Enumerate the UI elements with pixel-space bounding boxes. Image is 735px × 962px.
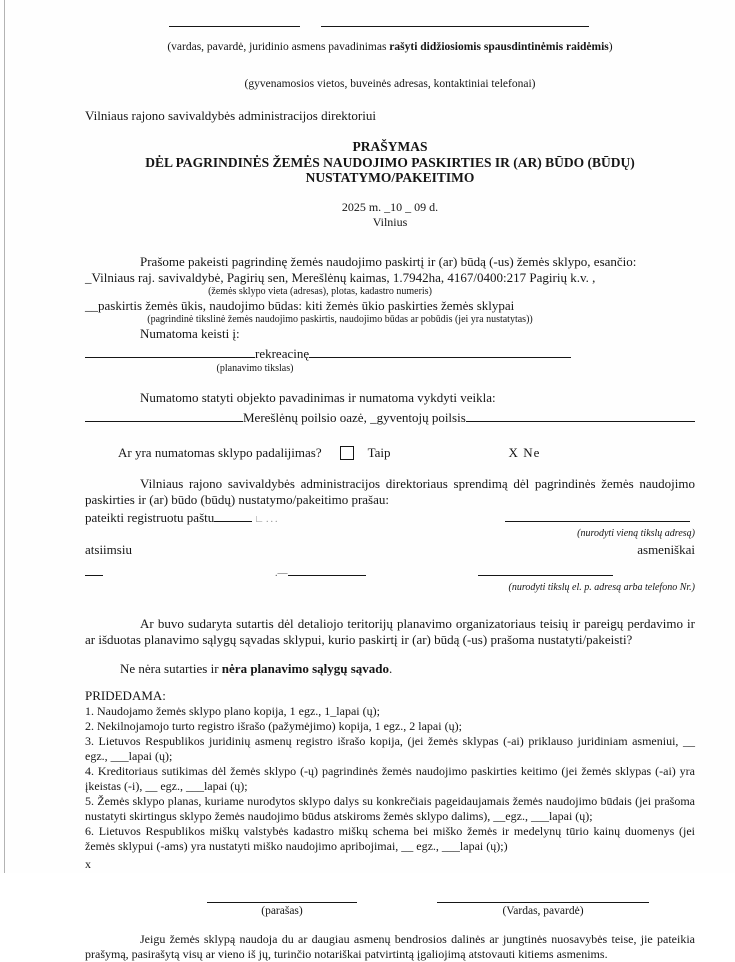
change-to-label: Numatoma keisti į: [140, 325, 240, 341]
document-city: Vilnius [372, 214, 408, 229]
planning-goal-caption: (planavimo tikslas) [216, 362, 294, 374]
current-purpose-caption: (pagrindinė tikslinė žemės naudojimo paskirtis, naudojimo būdas ar pobūdis (jei yra nustatytas)) [147, 313, 533, 325]
address-blank-line [505, 508, 690, 522]
scan-edge-line [4, 0, 5, 873]
scan-marks: .— [275, 567, 288, 579]
signature-block [85, 890, 695, 918]
mail-delivery-row [85, 508, 695, 528]
scan-marks: ∟... [254, 513, 280, 525]
document-content [85, 0, 695, 962]
pickup-label: atsiimsiu [85, 541, 132, 557]
blank-line [85, 562, 103, 576]
document-date: 2025 m. _10 _ 09 d. [341, 199, 439, 214]
document-title [85, 139, 695, 186]
attachment-item: 6. Lietuvos Respublikos miškų valstybės kadastro miškų schema bei miško žemės ir medelynų tūrio kainų duomenys (jei žemės sklypui (-ams) yra nustatyti miško naudojimo apribojimai, __ egz., ___lapai (ų);) [85, 823, 695, 853]
attachment-item: 1. Naudojamo žemės sklypo plano kopija, 1 egz., 1_lapai (ų); [85, 703, 380, 718]
mail-address-caption: (nurodyti vieną tikslų adresą) [577, 527, 695, 539]
caption-bold-text: rašyti didžiosiomis spausdintinėmis raidėmis [389, 41, 609, 53]
name-field-caption [85, 40, 695, 54]
title-line-1: PRAŠYMAS [352, 139, 428, 154]
plot-location-caption: (žemės sklypo vieta (adresas), plotas, kadastro numeris) [208, 285, 432, 297]
name-line [437, 890, 649, 903]
no-answer [509, 445, 541, 461]
attachment-item: 3. Lietuvos Respublikos juridinių asmenų registro išrašo kopija, (jei žemės sklypas (-ai) priklauso juridiniam asmeniui, __ egz., ___lapai (ų); [85, 733, 695, 763]
activity-field [85, 408, 695, 426]
answer-text: . [389, 660, 393, 676]
name-column [437, 890, 649, 918]
no-label: Ne [523, 444, 541, 460]
by-mail-label: pateikti registruotu paštu [85, 509, 215, 525]
pickup-row [85, 542, 695, 558]
footer-note: Jeigu žemės sklypą naudoja du ar daugiau asmenų bendrosios dalinės ar jungtinės nuosavybės teise, jie pateikia prašymą, pasirašytą visų ar vieno iš jų, turinčio notariškai patvirtintą įgaliojimą atstovauti kitiems asmenims. [85, 931, 695, 961]
activity-value: Merešlėnų poilsio oazė, _gyventojų poilsis [243, 409, 466, 425]
address-field-caption: (gyvenamosios vietos, buveinės adresas, kontaktiniai telefonai) [244, 78, 536, 90]
blank-line [85, 408, 243, 422]
current-purpose-value: __paskirtis žemės ūkis, naudojimo būdas: kiti žemės ūkio paskirties žemės sklypai [85, 297, 515, 313]
caption-text: ) [608, 41, 613, 53]
contract-question: Ar buvo sudaryta sutartis dėl detaliojo teritorijų planavimo organizatoriaus teisių ir pareigų perdavimo ir ar išduotas planavimo sąlygų sąvadas sklypui, kurio paskirtį ir (ar) būdą (-us) prašoma nustatyti/pakeisti? [85, 615, 695, 647]
title-line-3: NUSTATYMO/PAKEITIMO [305, 170, 475, 185]
plot-location-value: _Vilniaus raj. savivaldybė, Pagirių sen, Merešlėnų kaimas, 1.7942ha, 4167/0400:217 Pagirių k.v. , [85, 269, 596, 285]
in-person-label: asmeniškai [637, 541, 695, 557]
signature-column [207, 890, 357, 918]
answer-text: Ne nėra sutarties ir [120, 660, 222, 676]
blank-line [169, 13, 300, 27]
yes-label: Taip [367, 444, 391, 460]
blank-line [214, 508, 252, 522]
x-mark: x [85, 856, 91, 871]
blank-line [85, 344, 255, 358]
contract-answer [85, 661, 695, 677]
name-caption: (Vardas, pavardė) [502, 904, 584, 917]
signature-line [207, 890, 357, 903]
attachments-heading: PRIDEDAMA: [85, 687, 166, 703]
blank-line [288, 562, 366, 576]
answer-bold-text: nėra planavimo sąlygų sąvado [221, 660, 390, 676]
caption-text: (vardas, pavardė, juridinio asmens pavadinimas [167, 41, 390, 53]
blank-group [275, 562, 366, 582]
division-question: Ar yra numatomas sklypo padalijimas? [118, 444, 322, 460]
change-to-field [85, 344, 695, 362]
delivery-intro: Vilniaus rajono savivaldybės administracijos direktoriaus sprendimą dėl pagrindinės žemės naudojimo paskirties ir (ar) būdo (būdų) nustatymo/pakeitimo prašau: [85, 475, 695, 507]
blank-line [309, 344, 571, 358]
applicant-name-blanks [169, 13, 695, 27]
attachment-item: 4. Kreditoriaus sutikimas dėl žemės sklypo (-ų) pagrindinės žemės naudojimo paskirties keitimo (jei žemės sklypas (-ai) yra įkeistas (-i), __ egz., ___lapai (ų); [85, 763, 695, 793]
change-to-value: rekreacinę [255, 345, 310, 361]
signature-caption: (parašas) [261, 904, 303, 917]
contact-caption: (nurodyti tikslų el. p. adresą arba telefono Nr.) [508, 581, 695, 593]
request-intro: Prašome pakeisti pagrindinę žemės naudojimo paskirtį ir (ar) būdą (-us) žemės sklypo, esančio: [140, 253, 637, 269]
contact-blank-line [478, 562, 613, 576]
attachment-item: 2. Nekilnojamojo turto registro išrašo (pažymėjimo) kopija, 1 egz., 2 lapai (ų); [85, 718, 462, 733]
attachment-item: 5. Žemės sklypo planas, kuriame nurodytos sklypo dalys su konkrečiais pageidaujamais žemės naudojimo būdais (jei prašoma nustatyti skirtingus sklypo žemės naudojimo būdus atskiroms žemės sklypo dalims), __egz., ___lapai (ų); [85, 793, 695, 823]
addressee-line: Vilniaus rajono savivaldybės administracijos direktoriui [85, 108, 376, 123]
activity-label: Numatomo statyti objekto pavadinimas ir numatoma vykdyti veikla: [140, 389, 496, 405]
no-x-mark: X [508, 444, 519, 460]
contact-blank-row [85, 562, 695, 582]
taip-checkbox [340, 446, 354, 460]
title-line-2: DĖL PAGRINDINĖS ŽEMĖS NAUDOJIMO PASKIRTIES IR (AR) BŪDO (BŪDŲ) [145, 154, 635, 170]
blank-line [466, 408, 695, 422]
division-question-row [85, 445, 695, 461]
blank-line [321, 13, 589, 27]
